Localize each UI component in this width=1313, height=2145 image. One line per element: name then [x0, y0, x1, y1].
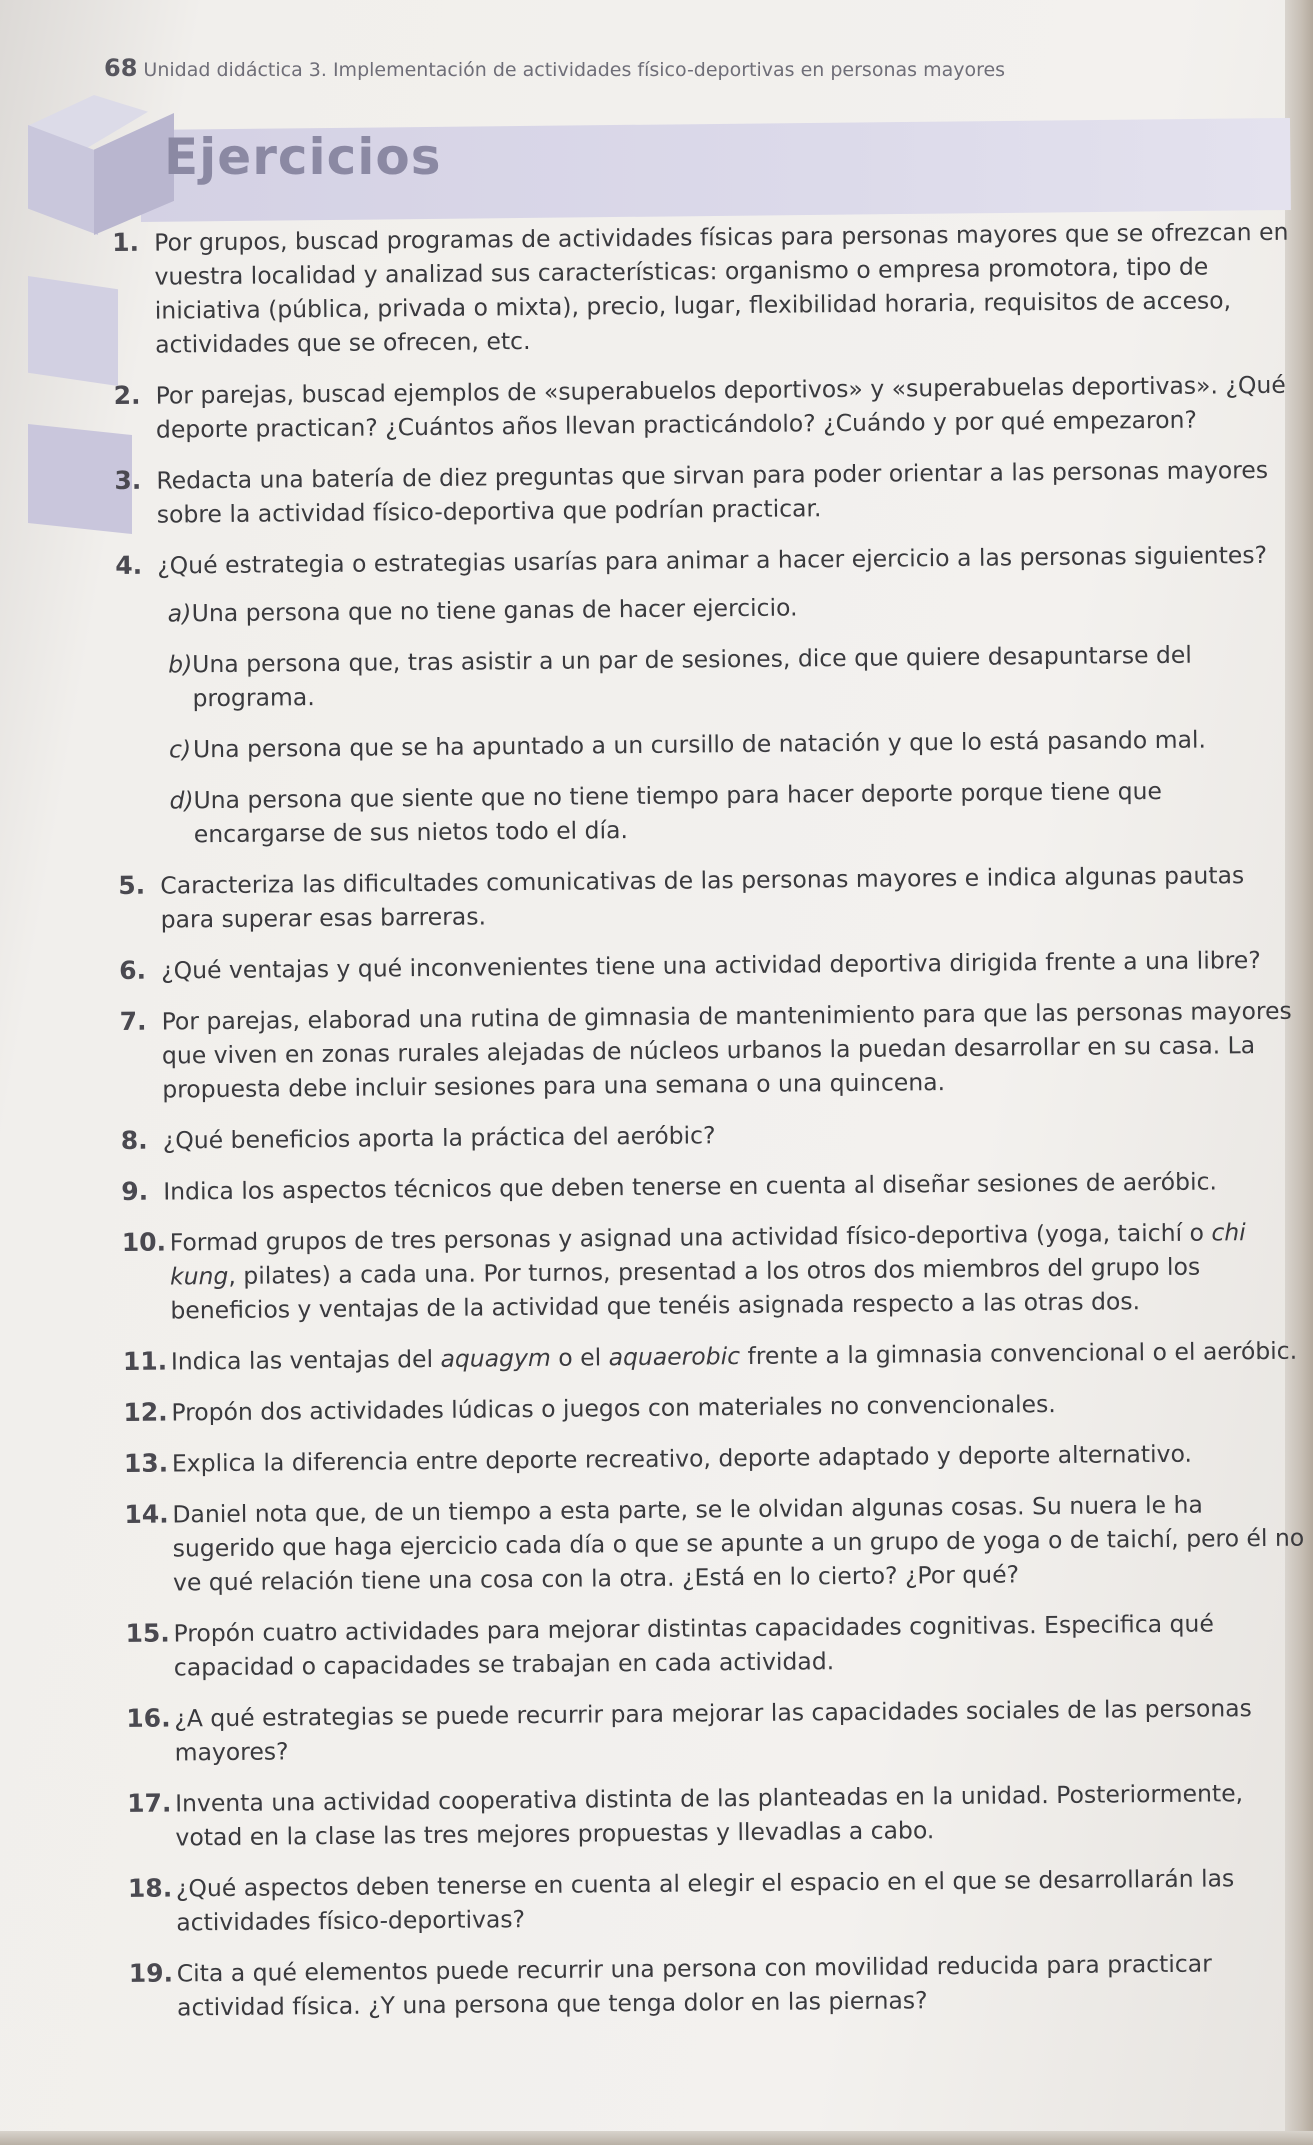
exercise-item [118, 858, 1299, 937]
running-title: Unidad didáctica 3. Implementación de actividades físico-deportivas en personas mayores [143, 59, 1006, 81]
exercise-number: 19. [128, 1958, 174, 1988]
option-letter: c) [168, 735, 192, 764]
exercise-text: Daniel nota que, de un tiempo a esta parte, se le olvidan algunas cosas. Su nuera le ha sugerido que haga ejercicio cada día o que se apunte a un grupo de yoga o de taichí, pero él no ve qué relación tiene una cosa con la otra. ¿Está en lo cierto? ¿Por qué? [172, 1490, 1305, 1597]
exercise-number: 7. [119, 1006, 147, 1036]
exercise-text: Indica los aspectos técnicos que deben tenerse en cuenta al diseñar sesiones de aeróbic. [163, 1167, 1218, 1206]
exercise-text: ¿Qué ventajas y qué inconvenientes tiene una actividad deportiva dirigida frente a una libre? [161, 946, 1261, 985]
exercise-number: 14. [124, 1499, 169, 1529]
exercise-text: Formad grupos de tres personas y asignad una actividad físico-deportiva (yoga, taichí o [169, 1218, 1212, 1257]
exercise-text: frente a la gimnasia convencional o el aeróbic. [739, 1336, 1298, 1371]
exercise-item [115, 538, 1295, 583]
exercise-number: 3. [114, 465, 142, 495]
exercise-item [129, 1946, 1310, 2025]
exercise-number: 4. [115, 550, 143, 580]
exercise-item [126, 1691, 1307, 1770]
exercise-number: 9. [121, 1176, 149, 1206]
exercise-item [125, 1606, 1306, 1685]
exercise-number: 12. [123, 1397, 168, 1427]
exercise-number: 2. [113, 380, 141, 410]
exercise-option [117, 722, 1297, 767]
block-decoration [28, 276, 118, 386]
exercise-number: 17. [127, 1788, 172, 1818]
exercise-number: 6. [119, 955, 147, 985]
exercise-item [112, 215, 1293, 362]
exercise-text: Propón cuatro actividades para mejorar distintas capacidades cognitivas. Especifica qué capacidad o capacidades se trabajan en cada actividad. [173, 1609, 1214, 1682]
exercise-item [121, 1113, 1301, 1158]
exercise-item [123, 1385, 1303, 1430]
exercise-number: 18. [127, 1873, 173, 1903]
exercise-text: ¿Qué estrategia o estrategias usarías para animar a hacer ejercicio a las personas siguientes? [157, 540, 1268, 580]
exercise-number: 15. [125, 1618, 170, 1648]
exercise-number: 11. [122, 1346, 168, 1376]
option-letter: b) [168, 650, 193, 679]
exercise-option [117, 773, 1298, 852]
exercise-text: Por parejas, buscad ejemplos de «superabuelos deportivos» y «superabuelas deportivas». ¿Qué deporte practican? ¿Cuántos años llevan practicándolo? ¿Cuándo y por qué empezaron? [155, 370, 1286, 444]
exercise-number: 13. [123, 1448, 169, 1478]
exercise-text: ¿A qué estrategias se puede recurrir para mejorar las capacidades sociales de las personas mayores? [174, 1694, 1252, 1767]
exercise-number: 1. [112, 227, 140, 257]
exercise-text: Por parejas, elaborad una rutina de gimnasia de mantenimiento para que las personas mayores que viven en zonas rurales alejadas de núcleos urbanos la puedan desarrollar en su casa. La propuesta debe incluir sesiones para una semana o una quincena. [161, 996, 1292, 1104]
exercise-text: Inventa una actividad cooperativa distinta de las planteadas en la unidad. Posteriormente, votad en la clase las tres mejores propuestas y llevadlas a cabo. [175, 1779, 1244, 1852]
exercise-item [114, 453, 1295, 532]
option-letter: d) [169, 786, 194, 815]
exercise-text: Redacta una batería de diez preguntas que sirvan para poder orientar a las personas mayores sobre la actividad físico-deportiva que podrían practicar. [156, 455, 1269, 529]
running-header [104, 54, 1005, 82]
option-text: Una persona que no tiene ganas de hacer ejercicio. [191, 593, 798, 628]
exercise-text: Propón dos actividades lúdicas o juegos con materiales no convencionales. [171, 1389, 1056, 1427]
exercise-item [122, 1215, 1303, 1328]
option-text: Una persona que siente que no tiene tiempo para hacer deporte porque tiene que encargarse de sus nietos todo el día. [193, 776, 1163, 849]
exercise-number: 5. [118, 870, 146, 900]
exercise-item [119, 994, 1300, 1107]
exercise-item [121, 1164, 1301, 1209]
exercise-item [123, 1334, 1303, 1379]
exercise-text: o el [550, 1343, 609, 1372]
exercise-item [113, 368, 1294, 447]
option-letter: a) [167, 599, 192, 628]
exercise-number: 16. [126, 1703, 171, 1733]
exercise-text: , pilates) a cada una. Por turnos, presentad a los otros dos miembros del grupo los beneficios y ventajas de la actividad que tenéis asignada respecto a las otras dos. [170, 1252, 1201, 1325]
exercise-text: Cita a qué elementos puede recurrir una persona con movilidad reducida para practicar actividad física. ¿Y una persona que tenga dolor en las piernas? [176, 1949, 1212, 2022]
exercise-text: ¿Qué beneficios aporta la práctica del aeróbic? [162, 1121, 716, 1155]
exercise-text-italic: aquaerobic [608, 1342, 741, 1372]
exercise-item [124, 1487, 1305, 1600]
exercise-item [119, 943, 1299, 988]
exercise-text-italic: chi kung [169, 1218, 1246, 1291]
exercise-text: Indica las ventajas del [170, 1344, 441, 1376]
exercise-text: Caracteriza las dificultades comunicativas de las personas mayores e indica algunas pautas para superar esas barreras. [160, 861, 1245, 934]
exercise-list [112, 215, 1309, 2042]
exercise-text: Por grupos, buscad programas de actividades físicas para personas mayores que se ofrezcan en vuestra localidad y analizad sus características: organismo o empresa promotora, tipo de iniciativa (pública, privada o mixta), precio, lugar, flexibilidad horaria, requisitos de acceso, actividades que se ofrecen, etc. [154, 217, 1289, 359]
page-bottom-edge [0, 2131, 1313, 2145]
option-text: Una persona que, tras asistir a un par de sesiones, dice que quiere desapuntarse del programa. [192, 640, 1192, 713]
option-text: Una persona que se ha apuntado a un cursillo de natación y que lo está pasando mal. [192, 725, 1207, 764]
exercise-text-italic: aquagym [440, 1343, 551, 1373]
exercise-number: 8. [120, 1125, 148, 1155]
exercise-option [116, 637, 1297, 716]
exercise-item [124, 1436, 1304, 1481]
exercise-text: ¿Qué aspectos deben tenerse en cuenta al elegir el espacio en el que se desarrollarán las actividades físico-deportivas? [175, 1864, 1235, 1937]
exercise-text: Explica la diferencia entre deporte recreativo, deporte adaptado y deporte alternativo. [171, 1439, 1193, 1478]
page-number: 68 [104, 54, 138, 82]
exercise-number: 10. [121, 1227, 167, 1257]
exercise-option [116, 586, 1296, 631]
section-title: Ejercicios [164, 128, 442, 186]
exercise-item [128, 1861, 1309, 1940]
exercise-item [127, 1776, 1308, 1855]
